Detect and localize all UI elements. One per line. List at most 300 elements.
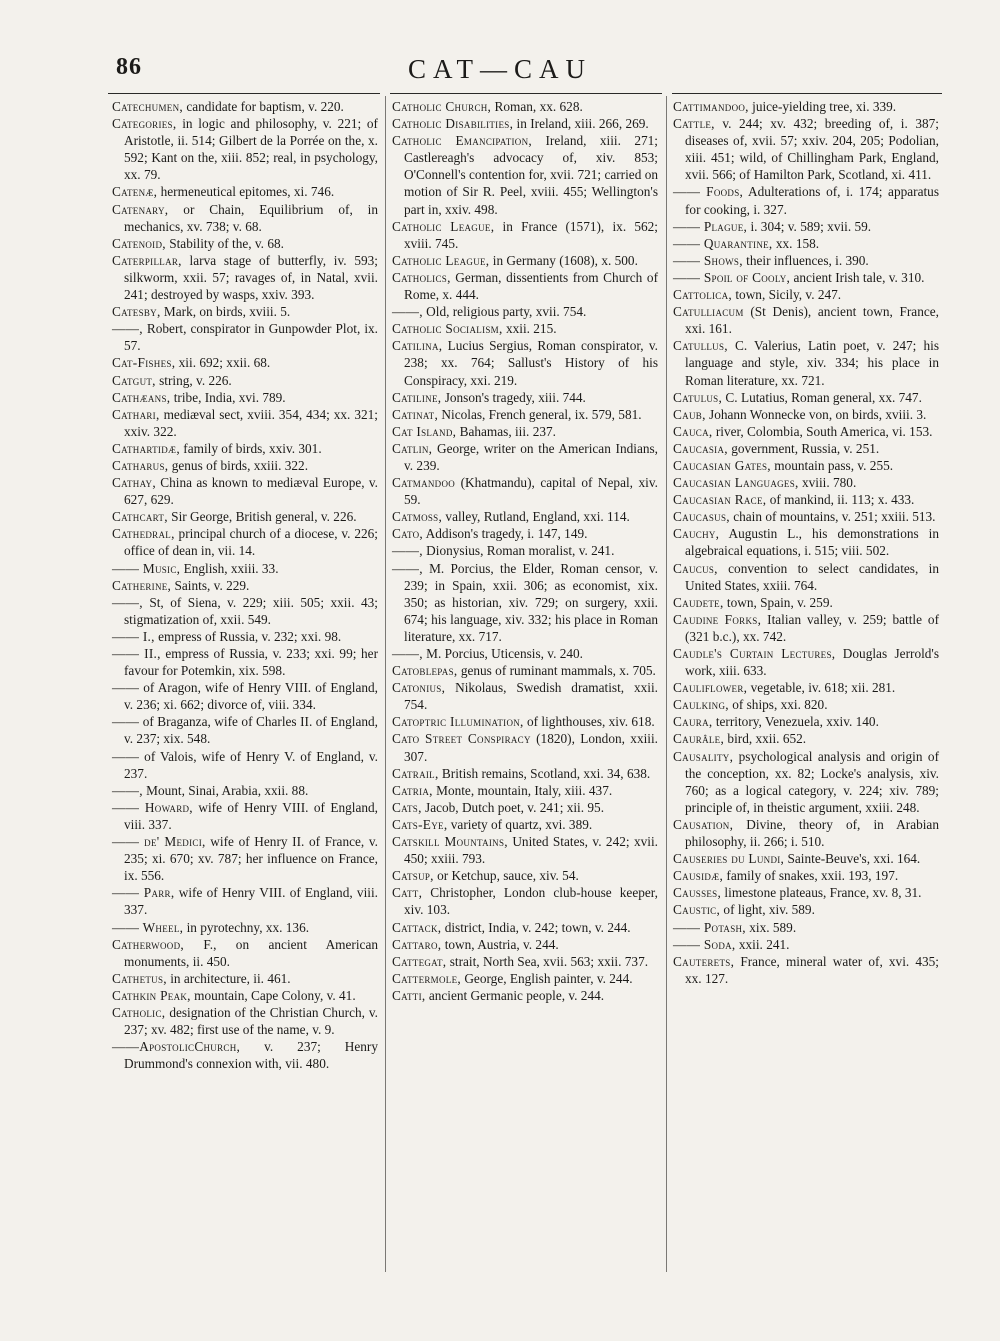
index-entry [112,560,378,577]
entry-text: genus of ruminant mammals, x. 705. [457,663,656,679]
index-entry [673,235,939,252]
entry-headword: Causidæ, [673,868,724,884]
entry-headword: Catholic Emancipation, [392,133,533,149]
index-entry [392,132,658,217]
entry-text: in France (1571), ix. 562; xviii. 745. [404,218,658,251]
index-entry [673,611,939,645]
entry-text: of lighthouses, xiv. 618. [523,714,655,730]
entry-text: family of snakes, xxii. 193, 197. [723,868,899,884]
entry-headword: ——, [112,594,143,610]
index-entry [392,389,658,406]
entry-headword: Caudle's Curtain Lectures, [673,646,836,661]
index-entry [112,354,378,371]
entry-headword: Catherine, [112,577,172,593]
index-entry [673,457,939,474]
index-entry [112,1004,378,1038]
entry-headword: Catenoid, [112,235,166,251]
entry-headword: Catsup, [392,868,434,884]
entry-headword: Catullus, [673,338,728,354]
entry-text: wife of Henry VIII. of England, viii. 337. [124,885,378,918]
entry-headword: Catulus, [673,389,723,405]
header-rule [390,93,662,94]
entry-text: ancient Irish tale, v. 310. [790,269,925,285]
index-entry [112,508,378,525]
entry-text: Robert, conspirator in Gunpowder Plot, ix. 57. [124,321,378,354]
entry-headword: Catulliacum [673,304,744,320]
entry-text: xix. 589. [745,919,797,935]
entry-text: Christopher, London club-house keeper, xiv. 103. [404,885,658,918]
entry-headword: Cauchy, [673,526,720,542]
header-rule [672,93,942,94]
entry-headword: Caterpillar, [112,252,182,268]
index-entry [673,919,939,936]
entry-text: chain of mountains, v. 251; xxiii. 513. [729,509,936,525]
index-entry [673,901,939,918]
index-entry [392,98,658,115]
entry-text: town, Sicily, v. 247. [732,287,842,303]
entry-text: Sainte-Beuve's, xxi. 164. [784,851,921,867]
entry-text: valley, Rutland, England, xxi. 114. [442,509,630,525]
entry-headword: Categories, [112,116,177,132]
header-rule [108,93,380,94]
entry-headword: Cathkin Peak, [112,987,191,1003]
index-column-1 [112,98,378,1072]
entry-headword: Catmandoo [392,475,456,491]
index-entry [112,201,378,235]
entry-headword: Catherwood, [112,936,184,952]
index-entry [392,765,658,782]
entry-text: vegetable, iv. 618; xii. 281. [747,680,896,696]
entry-headword: Catholic, [112,1004,166,1020]
entry-headword: —— [112,748,140,764]
entry-headword: Caucasian Languages, [673,475,799,491]
entry-text: territory, Venezuela, xxiv. 140. [712,714,879,730]
index-entry [112,115,378,183]
entry-text: of ships, xxi. 820. [728,697,828,713]
entry-headword: Catilina, [392,338,443,354]
entry-headword: Caucasian Race, [673,492,767,508]
index-entry [673,491,939,508]
entry-text: town, Spain, v. 259. [723,594,833,610]
index-entry [112,748,378,782]
entry-headword: Causeries du Lundi, [673,851,785,867]
index-entry [112,628,378,645]
entry-headword: Cathcart, [112,509,168,525]
entry-headword: Catoblepas, [392,663,458,679]
entry-headword: —— de' Medici, [112,834,206,850]
entry-text: juice-yielding tree, xi. 339. [748,99,897,114]
entry-text: C. Valerius, Latin poet, v. 247; his language and style, xiv. 334; his place in Roman literature, xx. 721. [685,338,939,388]
entry-text: German, dissentients from Church of Rome, x. 444. [404,269,658,303]
entry-text: i. 304; v. 589; xvii. 59. [747,218,872,234]
entry-headword: Cattle, [673,116,715,132]
entry-headword: Cauliflower, [673,680,748,696]
index-entry [673,389,939,406]
entry-headword: Cathay, [112,475,156,491]
index-entry [392,320,658,337]
entry-text: of Valois, wife of Henry V. of England, v. 237. [124,748,378,781]
entry-headword: Catholic Disabilities, [392,116,514,132]
entry-text: xii. 692; xxii. 68. [175,355,271,371]
entry-headword: Cattaro, [392,936,442,952]
index-column-3 [673,98,939,987]
entry-headword: Catria, [392,782,433,798]
entry-headword: ——, [112,782,143,798]
entry-headword: Catlin, [392,440,433,456]
entry-headword: —— Parr, [112,885,175,901]
index-entry [392,115,658,132]
index-entry [673,748,939,816]
index-entry [392,337,658,388]
entry-text: Dionysius, Roman moralist, v. 241. [422,543,615,559]
entry-text: family of birds, xxiv. 301. [179,440,322,456]
index-entry [112,594,378,628]
index-entry [112,440,378,457]
entry-headword: —— Potash, [673,919,746,935]
entry-headword: Cato Street Conspiracy [392,731,531,747]
entry-text: limestone plateaus, France, xv. 8, 31. [721,885,922,901]
entry-headword: Cattermole, [392,970,461,986]
entry-headword: Caucasian Gates, [673,457,771,473]
index-column-2 [392,98,658,1004]
index-entry [392,218,658,252]
entry-text: China as known to mediæval Europe, v. 627, 629. [124,475,378,508]
entry-text: of Aragon, wife of Henry VIII. of England, v. 236; xi. 662; divorce of, viii. 334. [124,680,378,713]
index-entry [112,389,378,406]
entry-headword: Cat-Fishes, [112,355,176,371]
entry-headword: Cattegat, [392,953,447,969]
index-entry [673,850,939,867]
entry-headword: Catgut, [112,372,156,388]
index-entry [673,679,939,696]
entry-headword: Causation, [673,816,734,832]
entry-text: M. Porcius, the Elder, Roman censor, v. 239; in Spain, xxii. 306; as economist, xix. 350; as historian, xiv. 729; on surgery, xxii. 674; his language, xiv. 332; his place in Roman literature, xx. 717. [404,560,658,644]
index-entry [112,474,378,508]
entry-text: v. 237; Henry Drummond's connexion with, vii. 480. [124,1039,378,1072]
index-entry [112,525,378,559]
entry-headword: Causality, [673,748,734,764]
index-entry [673,730,939,747]
entry-text: Bahamas, iii. 237. [456,423,556,439]
entry-text: larva stage of butterfly, iv. 593; silkworm, xxii. 57; ravages of, in Natal, xvii. 241; destroyed by wasps, xxiv. 393. [124,252,378,303]
entry-text: wife of Henry VIII. of England, viii. 337. [124,799,379,832]
index-entry [392,662,658,679]
index-entry [112,457,378,474]
entry-headword: —— [112,680,140,696]
entry-headword: Catti, [392,987,426,1003]
column-divider [666,96,667,1272]
entry-text: tribe, India, xvi. 789. [170,389,286,405]
index-entry [112,645,378,679]
entry-text: C. Lutatius, Roman general, xx. 747. [722,389,922,405]
entry-headword: Catinat, [392,406,439,422]
entry-headword: ——, [392,543,423,559]
index-entry [112,320,378,354]
entry-text: government, Russia, v. 251. [727,440,880,456]
index-entry [112,919,378,936]
entry-text: district, India, v. 242; town, v. 244. [441,919,631,935]
index-entry [392,542,658,559]
entry-headword: Catholic Socialism, [392,321,503,337]
index-entry [673,474,939,491]
index-entry [673,953,939,987]
index-entry [673,440,939,457]
index-entry [673,303,939,337]
entry-text: Monte, mountain, Italy, xiii. 437. [432,782,613,798]
index-entry [392,560,658,645]
entry-text: xxii. 215. [502,321,557,337]
entry-headword: Cathæans, [112,389,171,405]
entry-headword: —— Foods, [673,184,744,200]
entry-headword: Causses, [673,885,722,901]
entry-text: Jacob, Dutch poet, v. 241; xii. 95. [421,799,605,815]
entry-headword: —— Howard, [112,799,193,815]
entry-headword: Catonius, [392,680,446,696]
entry-text: M. Porcius, Uticensis, v. 240. [422,646,584,661]
entry-text: their influences, i. 390. [742,252,869,268]
entry-headword: Catt, [392,885,423,901]
entry-text: in architecture, ii. 461. [166,970,291,986]
entry-headword: Catholic Church, [392,99,492,114]
index-entry [392,936,658,953]
entry-text: empress of Russia, v. 233; xxi. 99; her favour for Potemkin, xix. 598. [124,646,378,679]
index-entry [392,833,658,867]
index-entry [392,970,658,987]
index-entry [392,884,658,918]
entry-text: Nicolas, French general, ix. 579, 581. [438,406,642,422]
entry-text: Divine, theory of, in Arabian philosophy, ii. 266; i. 510. [685,816,939,850]
entry-text: mountain pass, v. 255. [770,457,894,473]
entry-headword: Catesby, [112,304,161,320]
entry-text: Douglas Jerrold's work, xiii. 633. [685,646,940,679]
index-entry [112,679,378,713]
index-entry [673,286,939,303]
index-entry [112,577,378,594]
entry-text: Stability of the, v. 68. [165,235,284,251]
entry-text: Adulterations of, i. 174; apparatus for cooking, i. 327. [685,184,939,217]
entry-text: Old, religious party, xvii. 754. [422,304,587,320]
entry-headword: —— Wheel, [112,919,184,935]
entry-text: Addison's tragedy, i. 147, 149. [423,526,588,542]
entry-text: designation of the Christian Church, v. 237; xv. 482; first use of the name, v. 9. [124,1004,378,1038]
entry-headword: ——, [392,304,423,320]
index-entry [673,594,939,611]
entry-text: genus of birds, xxiii. 322. [168,457,309,473]
entry-headword: —— Plague, [673,218,748,234]
index-entry [673,816,939,850]
entry-text: Mount, Sinai, Arabia, xxii. 88. [142,782,309,798]
entry-text: Sir George, British general, v. 226. [167,509,357,525]
column-divider [385,96,386,1272]
entry-text: or Ketchup, sauce, xiv. 54. [433,868,579,884]
index-entry [112,884,378,918]
running-head: CAT—CAU [407,54,592,84]
index-entry [112,303,378,320]
index-entry [392,816,658,833]
entry-headword: Cats-Eye, [392,816,448,832]
entry-text: in logic and philosophy, v. 221; of Aristotle, ii. 514; Gilbert de la Porrée on the, x. 592; Kant on the, xiii. 852; real, in psychology, xx. 79. [124,116,378,183]
index-entry [673,98,939,115]
entry-headword: —— Music, [112,560,181,576]
entry-text: Italian valley, v. 259; battle of (321 b.c.), xx. 742. [685,611,939,644]
index-entry [673,508,939,525]
entry-headword: —— Shows, [673,252,743,268]
index-entry [112,713,378,747]
entry-headword: Catenæ, [112,184,158,200]
entry-text: Ireland, xiii. 271; Castlereagh's advocacy of, xiv. 853; O'Connell's contention for, xvii. 721; carried on motion of Sir R. Peel, xviii. 455; Wellington's part in, xxiv. 498. [404,133,658,217]
entry-text: in Ireland, xiii. 266, 269. [513,116,649,132]
index-entry [392,423,658,440]
index-entry [392,782,658,799]
entry-headword: Caucasus, [673,509,730,525]
entry-headword: Cathari, [112,406,160,422]
index-entry [392,269,658,303]
entry-text: bird, xxii. 652. [724,731,807,747]
entry-headword: Cathetus, [112,970,167,986]
entry-text: in Germany (1608), x. 500. [489,252,638,268]
index-entry [112,782,378,799]
index-entry [673,560,939,594]
entry-headword: Catrail, [392,765,439,781]
entry-headword: Cauterets, [673,953,735,969]
index-entry [392,508,658,525]
entry-text: George, writer on the American Indians, v. 239. [404,440,658,473]
entry-headword: Caulking, [673,697,729,713]
index-entry [673,406,939,423]
entry-text: principal church of a diocese, v. 226; office of dean in, vii. 14. [124,526,378,559]
index-entry [112,235,378,252]
entry-text: (1820), London, xxiii. 307. [404,731,658,764]
index-entry [392,730,658,764]
entry-headword: —— I., [112,628,155,644]
entry-headword: Cato, [392,526,424,542]
index-entry [673,252,939,269]
page-number: 86 [116,54,142,80]
entry-headword: Caucus, [673,560,718,576]
entry-text: hermeneutical epitomes, xi. 746. [157,184,335,200]
entry-headword: Catskill Mountains, [392,834,508,850]
entry-headword: ——, [392,560,423,576]
index-entry [112,406,378,440]
index-entry [112,936,378,970]
entry-headword: Catechumen, [112,99,183,114]
entry-headword: —— Quarantine, [673,235,773,251]
index-entry [392,645,658,662]
entry-text: variety of quartz, xvi. 389. [447,816,593,832]
entry-headword: Catholic League, [392,218,495,234]
entry-headword: ——ApostolicChurch, [112,1039,241,1055]
entry-text: of Braganza, wife of Charles II. of England, v. 237; xix. 548. [124,714,378,747]
index-entry [392,303,658,320]
entry-text: convention to select candidates, in United States, xxiii. 764. [685,560,939,593]
entry-text: Augustin L., his demonstrations in algebraical equations, i. 515; viii. 502. [685,526,939,559]
entry-headword: Cats, [392,799,422,815]
entry-headword: Caustic, [673,902,721,918]
entry-headword: ——, [392,646,423,661]
index-entry [673,696,939,713]
entry-text: Johann Wonnecke von, on birds, xviii. 3. [705,406,927,422]
entry-headword: ——, [112,321,143,337]
index-entry [673,423,939,440]
entry-headword: Cat Island, [392,423,457,439]
entry-headword: Catmoss, [392,509,443,525]
entry-text: British remains, Scotland, xxi. 34, 638. [438,765,651,781]
index-entry [112,833,378,884]
entry-text: mountain, Cape Colony, v. 41. [190,987,356,1003]
entry-headword: —— Soda, [673,936,736,952]
entry-text: France, mineral water of, xvi. 435; xx. 127. [685,953,939,986]
entry-text: xx. 158. [772,235,820,251]
entry-text: Roman, xx. 628. [491,99,583,114]
entry-text: Saints, v. 229. [171,577,250,593]
entry-headword: Cathartidæ, [112,440,180,456]
entry-headword: Cauca, [673,423,713,439]
entry-headword: Cattolica, [673,287,733,303]
entry-text: George, English painter, v. 244. [461,970,633,986]
entry-text: town, Austria, v. 244. [441,936,559,952]
index-entry [392,406,658,423]
index-entry [112,183,378,200]
index-entry [673,936,939,953]
entry-text: candidate for baptism, v. 220. [183,99,344,114]
index-entry [673,115,939,183]
index-entry [392,799,658,816]
entry-text: Jonson's tragedy, xiii. 744. [441,389,586,405]
entry-text: (St Denis), ancient town, France, xxi. 161. [685,304,939,337]
entry-headword: Cattack, [392,919,442,935]
index-entry [673,713,939,730]
entry-headword: —— [112,714,140,730]
index-entry [392,474,658,508]
entry-headword: Catenary, [112,201,169,217]
entry-headword: Caub, [673,406,706,422]
entry-text: or Chain, Equilibrium of, in mechanics, xv. 738; v. 68. [124,201,378,234]
index-entry [112,372,378,389]
index-entry [392,713,658,730]
entry-headword: Catoptric Illumination, [392,714,524,730]
entry-text: string, v. 226. [155,372,232,388]
entry-headword: Cattimandoo, [673,99,749,114]
entry-headword: Caurâle, [673,731,725,747]
index-entry [673,337,939,388]
index-entry [112,987,378,1004]
index-entry [673,645,939,679]
index-entry [112,98,378,115]
entry-headword: Catharus, [112,457,169,473]
index-entry [673,218,939,235]
entry-headword: Caudine Forks, [673,611,762,627]
entry-text: psychological analysis and origin of the conception, xx. 82; Locke's analysis, xiv. 760; as a logical category, v. 224; xiv. 789; principle of, in theistic argument, xxiii. 248. [685,748,939,815]
index-entry [392,252,658,269]
entry-text: wife of Henry II. of France, v. 235; xi. 670; xv. 787; her influence on France, ix. 556. [124,834,378,884]
entry-text: Lucius Sergius, Roman conspirator, v. 238; xx. 764; Sallust's History of his Conspiracy, xxi. 219. [404,338,658,388]
entry-text: St, of Siena, v. 229; xiii. 505; xxii. 43; stigmatization of, xxii. 549. [124,594,378,627]
entry-text: v. 244; xv. 432; breeding of, i. 387; diseases of, xvii. 57; xxiv. 204, 205; Podolian, xiii. 451; wild, of Chillingham Park, England, xvii. 566; of Hamilton Park, Scotland, xi. 411. [685,116,939,183]
entry-text: empress of Russia, v. 232; xxi. 98. [154,628,342,644]
index-entry [673,183,939,217]
entry-headword: Caura, [673,714,713,730]
entry-headword: Cathedral, [112,526,175,542]
entry-text: of mankind, ii. 113; x. 433. [766,492,915,508]
index-entry [112,1038,378,1072]
index-entry [673,269,939,286]
index-entry [392,867,658,884]
entry-text: English, xxiii. 33. [180,560,279,576]
entry-text: ancient Germanic people, v. 244. [425,987,605,1003]
entry-text: F., on ancient American monuments, ii. 450. [124,936,378,969]
index-entry [392,440,658,474]
index-entry [112,799,378,833]
